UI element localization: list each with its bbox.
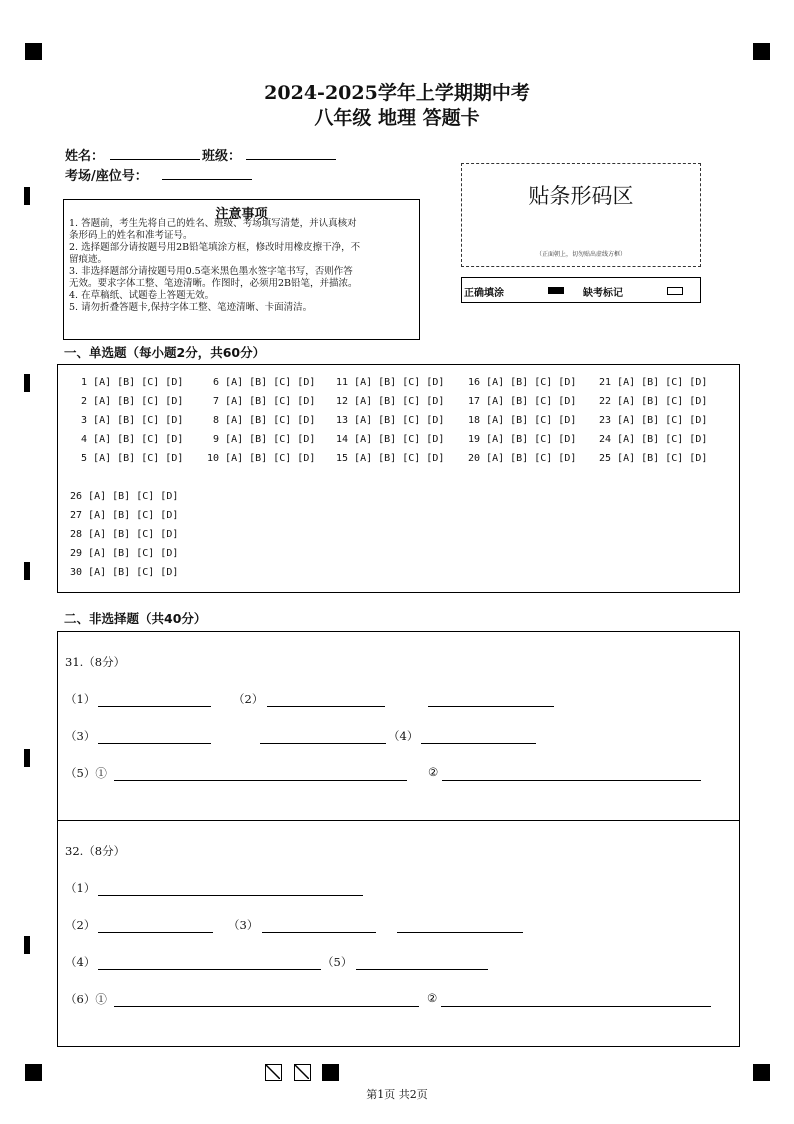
question-31-box	[57, 631, 740, 821]
mc-question-1[interactable]: 1 [A] [B] [C] [D]	[75, 377, 184, 388]
mc-question-22[interactable]: 22 [A] [B] [C] [D]	[599, 396, 708, 407]
mc-question-4[interactable]: 4 [A] [B] [C] [D]	[75, 434, 184, 445]
mc-question-7[interactable]: 7 [A] [B] [C] [D]	[207, 396, 316, 407]
mc-question-2[interactable]: 2 [A] [B] [C] [D]	[75, 396, 184, 407]
mc-question-6[interactable]: 6 [A] [B] [C] [D]	[207, 377, 316, 388]
q31-part3-answer-b[interactable]	[260, 743, 386, 744]
q32-part6-label: （6）①	[65, 992, 107, 1006]
seat-label: 考场/座位号：	[65, 169, 148, 184]
q31-part2-label: （2）	[233, 692, 264, 706]
notice-line: 3. 非选择题部分请按题号用0.5毫米黑色墨水签字笔书写，否则作答	[69, 266, 353, 277]
notice-line: 留痕迹。	[69, 254, 108, 265]
q32-part3-answer-b[interactable]	[397, 932, 523, 933]
q31-part1-label: （1）	[65, 692, 96, 706]
mc-question-3[interactable]: 3 [A] [B] [C] [D]	[75, 415, 184, 426]
q32-part2-answer[interactable]	[98, 932, 213, 933]
q31-part4-answer[interactable]	[421, 743, 536, 744]
id-square-filled	[322, 1064, 339, 1081]
mc-question-19[interactable]: 19 [A] [B] [C] [D]	[468, 434, 577, 445]
question-32-box	[57, 820, 740, 1047]
notice-line: 无效。要求字体工整、笔迹清晰。作图时，必须用2B铅笔，并描浓。	[69, 278, 358, 289]
question-31-title: 31.（8分）	[65, 655, 126, 669]
mc-question-30[interactable]: 30 [A] [B] [C] [D]	[70, 567, 179, 578]
mc-question-21[interactable]: 21 [A] [B] [C] [D]	[599, 377, 708, 388]
q32-part4-answer[interactable]	[98, 969, 321, 970]
id-square-hatched-2	[294, 1064, 311, 1081]
mc-question-5[interactable]: 5 [A] [B] [C] [D]	[75, 453, 184, 464]
q31-part4-label: （4）	[388, 729, 419, 743]
page-number: 第1页 共2页	[366, 1088, 428, 1101]
corner-mark-bottom-left	[25, 1064, 42, 1081]
class-label: 班级：	[202, 149, 242, 164]
mc-question-25[interactable]: 25 [A] [B] [C] [D]	[599, 453, 708, 464]
q32-part3-answer-a[interactable]	[262, 932, 376, 933]
q31-part5-answer-a[interactable]	[114, 780, 407, 781]
side-mark-3	[24, 562, 30, 580]
correct-fill-swatch	[548, 287, 564, 294]
notice-line: 2. 选择题部分请按题号用2B铅笔填涂方框，修改时用橡皮擦干净，不	[69, 242, 361, 253]
mc-question-27[interactable]: 27 [A] [B] [C] [D]	[70, 510, 179, 521]
mc-question-13[interactable]: 13 [A] [B] [C] [D]	[336, 415, 445, 426]
mc-question-14[interactable]: 14 [A] [B] [C] [D]	[336, 434, 445, 445]
fill-legend	[461, 277, 701, 303]
q31-part2-answer-a[interactable]	[267, 706, 385, 707]
mc-question-8[interactable]: 8 [A] [B] [C] [D]	[207, 415, 316, 426]
seat-field[interactable]	[162, 179, 252, 180]
mc-question-28[interactable]: 28 [A] [B] [C] [D]	[70, 529, 179, 540]
notice-title: 注意事项	[215, 207, 268, 222]
notice-line: 5. 请勿折叠答题卡,保持字体工整、笔迹清晰、卡面清洁。	[69, 302, 313, 313]
question-32-title: 32.（8分）	[65, 844, 126, 858]
mc-question-17[interactable]: 17 [A] [B] [C] [D]	[468, 396, 577, 407]
corner-mark-bottom-right	[753, 1064, 770, 1081]
q31-part5-label-b: ②	[428, 765, 439, 779]
q32-part6-answer-b[interactable]	[441, 1006, 711, 1007]
mc-question-18[interactable]: 18 [A] [B] [C] [D]	[468, 415, 577, 426]
q32-part3-label: （3）	[228, 918, 259, 932]
q31-part1-answer[interactable]	[98, 706, 211, 707]
mc-question-10[interactable]: 10 [A] [B] [C] [D]	[207, 453, 316, 464]
q31-part3-answer-a[interactable]	[98, 743, 211, 744]
mc-question-24[interactable]: 24 [A] [B] [C] [D]	[599, 434, 708, 445]
q32-part6-answer-a[interactable]	[114, 1006, 419, 1007]
mc-question-26[interactable]: 26 [A] [B] [C] [D]	[70, 491, 179, 502]
barcode-note: （正面朝上，切勿贴出虚线方框）	[535, 251, 626, 258]
q32-part1-label: （1）	[65, 881, 96, 895]
side-mark-2	[24, 374, 30, 392]
q31-part3-label: （3）	[65, 729, 96, 743]
class-field[interactable]	[246, 159, 336, 160]
barcode-title: 贴条形码区	[528, 184, 634, 208]
side-mark-5	[24, 936, 30, 954]
name-label: 姓名：	[65, 149, 105, 164]
section2-title: 二、非选择题（共40分）	[64, 611, 207, 626]
side-mark-4	[24, 749, 30, 767]
exam-title: 2024-2025学年上学期期中考	[264, 82, 530, 104]
exam-subtitle: 八年级 地理 答题卡	[314, 107, 480, 129]
mc-question-29[interactable]: 29 [A] [B] [C] [D]	[70, 548, 179, 559]
q32-part5-answer[interactable]	[356, 969, 488, 970]
corner-mark-top-left	[25, 43, 42, 60]
corner-mark-top-right	[753, 43, 770, 60]
side-mark-1	[24, 187, 30, 205]
correct-fill-label: 正确填涂	[464, 288, 504, 299]
q31-part5-answer-b[interactable]	[442, 780, 701, 781]
notice-line: 1. 答题前，考生先将自己的姓名、班级、考场填写清楚，并认真核对	[69, 218, 357, 229]
mc-question-9[interactable]: 9 [A] [B] [C] [D]	[207, 434, 316, 445]
mc-question-15[interactable]: 15 [A] [B] [C] [D]	[336, 453, 445, 464]
mc-question-16[interactable]: 16 [A] [B] [C] [D]	[468, 377, 577, 388]
name-field[interactable]	[110, 159, 200, 160]
mc-question-12[interactable]: 12 [A] [B] [C] [D]	[336, 396, 445, 407]
mc-question-23[interactable]: 23 [A] [B] [C] [D]	[599, 415, 708, 426]
mc-question-20[interactable]: 20 [A] [B] [C] [D]	[468, 453, 577, 464]
q31-part2-answer-b[interactable]	[428, 706, 554, 707]
notice-line: 条形码上的姓名和准考证号。	[69, 230, 193, 241]
notice-box	[63, 199, 420, 340]
q32-part1-answer[interactable]	[98, 895, 363, 896]
id-square-hatched-1	[265, 1064, 282, 1081]
q32-part5-label: （5）	[322, 955, 353, 969]
notice-body	[69, 218, 416, 314]
absent-mark-checkbox[interactable]	[667, 287, 683, 295]
absent-mark-label: 缺考标记	[583, 288, 623, 299]
section1-title: 一、单选题（每小题2分，共60分）	[64, 345, 266, 360]
barcode-area	[461, 163, 701, 267]
q32-part6-label-b: ②	[427, 991, 438, 1005]
q31-part5-label: （5）①	[65, 766, 107, 780]
q32-part2-label: （2）	[65, 918, 96, 932]
mc-question-11[interactable]: 11 [A] [B] [C] [D]	[336, 377, 445, 388]
q32-part4-label: （4）	[65, 955, 96, 969]
notice-line: 4. 在草稿纸、试题卷上答题无效。	[69, 290, 215, 301]
